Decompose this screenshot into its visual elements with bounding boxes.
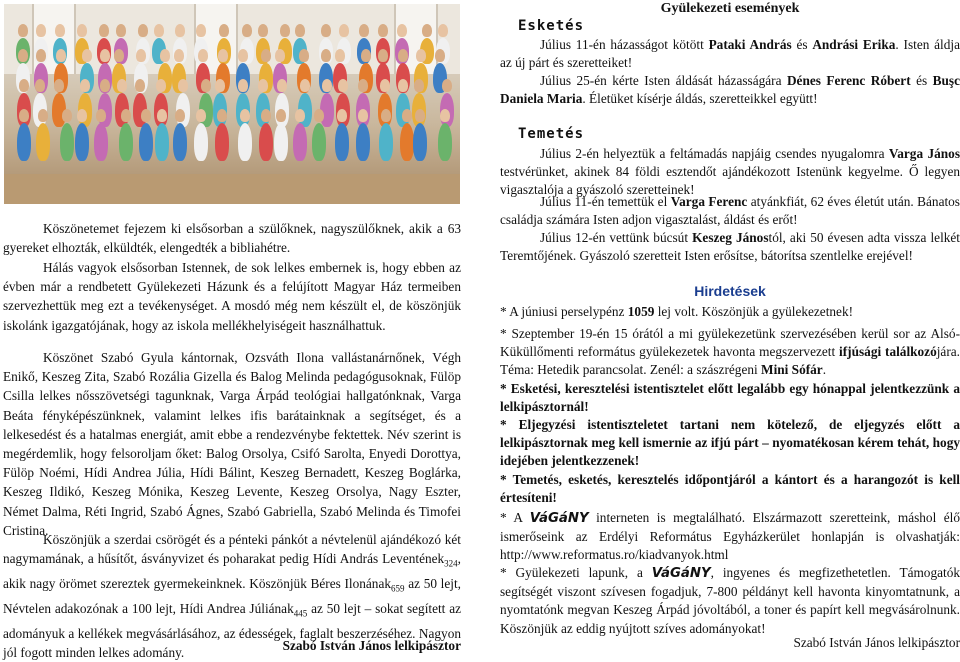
funeral-3: [500, 229, 960, 265]
wedding-2-groom: Dénes Ferenc Róbert: [786, 73, 911, 88]
photo-person-head: [416, 49, 426, 62]
photo-person: [94, 123, 108, 161]
donors-text-3: az 50 lejt, Névtelen adakozónak a 100 lejt, Hídi Andrea Júliának: [3, 576, 461, 616]
wedding-1: [500, 36, 960, 72]
wedding-2-and: és: [910, 73, 933, 88]
photo-person: [75, 123, 89, 161]
photo-person-head: [96, 109, 106, 122]
left-signature: Szabó István János lelkipásztor: [282, 638, 461, 653]
donor-number-3: 445: [293, 608, 308, 619]
funeral-1-name: Varga János: [888, 146, 960, 161]
photo-person: [238, 123, 252, 161]
heading-esketes: Esketés: [518, 18, 585, 34]
funeral-2-name: Varga Ferenc: [670, 194, 748, 209]
photo-person: [274, 123, 288, 161]
photo-person-head: [56, 49, 66, 62]
photo-person-head: [295, 24, 305, 37]
photo-person: [259, 123, 273, 161]
photo-person: [293, 123, 307, 161]
photo-person-head: [438, 24, 448, 37]
photo-person-head: [19, 79, 29, 92]
photo-person-head: [240, 109, 250, 122]
photo-person-head: [338, 79, 348, 92]
wedding-1-bride: Andrási Erika: [812, 37, 896, 52]
photo-person-head: [258, 24, 268, 37]
photo-person-head: [175, 109, 185, 122]
photo-person: [119, 123, 133, 161]
donors-text-4: az 50 lejt – sokat segített az adományuk a kellékek megvásárlásához, az édességek, faglalt beszerzéséhez. Nagyon jól fogott minden lelkes adomány.: [3, 600, 461, 660]
photo-person: [194, 123, 208, 161]
photo-person-head: [174, 49, 184, 62]
photo-person-head: [261, 109, 271, 122]
announcement-1-thanks: lej volt. Köszönjük a gyülekezetnek!: [654, 304, 854, 319]
photo-person: [312, 123, 326, 161]
wedding-2-bride: Buşc Daniela Maria: [500, 73, 960, 107]
wedding-2: [500, 72, 960, 108]
photo-person-head: [276, 109, 286, 122]
photo-person-head: [80, 79, 90, 92]
photo-person-head: [335, 49, 345, 62]
photo-person-head: [314, 109, 324, 122]
photo-person-head: [339, 24, 349, 37]
photo-person-head: [295, 109, 305, 122]
photo-person-head: [415, 109, 425, 122]
funeral-2: [500, 193, 960, 229]
announcement-5: * Temetés, esketés, keresztelés időpontjáról a kántort és a harangozót is kell értesíteni!: [500, 472, 960, 506]
photo-person: [36, 123, 50, 161]
photo-person-head: [398, 49, 408, 62]
donor-number-1: 324: [444, 558, 458, 569]
photo-person-head: [18, 49, 28, 62]
photo-person: [173, 123, 187, 161]
photo-person-head: [116, 24, 126, 37]
announcement-1-text: * A júniusi perselypénz: [500, 304, 628, 319]
photo-person-head: [114, 49, 124, 62]
photo-person-head: [38, 109, 48, 122]
announcement-7-rest: , ingyenes és megfizethetetlen. Támogatók segítségét viszont szívesen fogadjuk, 7-800 példányt kell havonta kinyomtatnunk, a nyomtatónk megvan Keszeg Árpád jóvoltából, a toner és papírt kell megvásárolnunk. Köszönjük az eddig nyújtott szíves adományokat!: [500, 565, 960, 636]
photo-person-head: [322, 79, 332, 92]
photo-person-head: [82, 49, 92, 62]
photo-person-head: [62, 109, 72, 122]
photo-person-head: [36, 49, 46, 62]
right-signature: Szabó István János lelkipásztor: [793, 635, 960, 650]
photo-person-head: [35, 79, 45, 92]
photo-person-head: [275, 49, 285, 62]
photo-person-head: [18, 24, 28, 37]
funeral-2-rest: atyánkfiát, 62 éves életút után. Bánatos családja számára Isten adjon vigasztalást, áldást és erőt!: [500, 194, 960, 228]
photo-person-head: [358, 79, 368, 92]
wedding-1-groom: Pataki András: [708, 37, 792, 52]
photo-person-head: [217, 109, 227, 122]
photo-person-head: [55, 24, 65, 37]
photo-person-head: [135, 79, 145, 92]
photo-person-head: [378, 49, 388, 62]
photo-person-head: [299, 49, 309, 62]
announcement-2-end: .: [822, 362, 827, 378]
donors-text-1: Köszönjük a szerdai csörögét és a pénteki pánkót a névtelenül ajándékozó két nagymamának, a hűsítőt, ásványvizet és poharakat pedig Hídi András Leventének: [3, 532, 461, 567]
announcement-2-text: * Szeptember 19-én 15 órától a mi gyülekezetünk szervezésében kerül sor az Alsó-Küküllőmenti református gyülekezetek havonta megszervezett: [500, 326, 960, 360]
announcement-7-text: * Gyülekezeti lapunk, a: [500, 565, 652, 580]
photo-floor: [4, 174, 460, 204]
photo-person-head: [277, 79, 287, 92]
announcement-1: [500, 303, 960, 321]
photo-person-head: [99, 24, 109, 37]
funeral-1-text: Július 2-én helyeztük a feltámadás napjáig csendes nyugalomra: [540, 146, 889, 161]
photo-person-head: [136, 49, 146, 62]
heading-temetes: Temetés: [518, 126, 585, 142]
announcement-6-text: * A: [500, 510, 530, 525]
photo-person-head: [414, 79, 424, 92]
photo-person-head: [121, 109, 131, 122]
announcement-2-band: Mini Sófár: [761, 362, 823, 378]
photo-person-head: [198, 49, 208, 62]
vagany-logo: VáGáNY: [651, 566, 711, 581]
announcement-4: * Eljegyzési istentiszteletet tartani nem kötelező, de eljegyzés előtt a lelkipásztornak meg kell ismernie az ifjú párt – nyomatékosan kérem tehát, hogy idejében jelentkezzenek!: [500, 417, 960, 469]
photo-person-head: [238, 49, 248, 62]
photo-person-head: [154, 24, 164, 37]
funeral-3-name: Keszeg János: [692, 230, 769, 245]
photo-person-head: [381, 109, 391, 122]
photo-person-head: [380, 79, 390, 92]
vagany-logo: VáGáNY: [529, 511, 589, 526]
photo-person-head: [422, 24, 432, 37]
photo-person-head: [321, 49, 331, 62]
photo-person: [438, 123, 452, 161]
photo-person: [60, 123, 74, 161]
section-header: Gyülekezeti események: [660, 1, 800, 16]
wedding-1-and: és: [791, 37, 813, 52]
photo-person-head: [218, 49, 228, 62]
photo-person: [215, 123, 229, 161]
photo-person-head: [337, 109, 347, 122]
funeral-1: [500, 145, 960, 200]
photo-person-head: [201, 79, 211, 92]
paragraph-thanks-parents: Köszönetemet fejezem ki elsősorban a szülőknek, nagyszülőknek, akik a 63 gyereket elhozták, elküldték, elengedték a bibliahétre.: [3, 221, 461, 256]
photo-person-head: [138, 24, 148, 37]
photo-person-head: [157, 109, 167, 122]
photo-person-head: [242, 24, 252, 37]
photo-person-head: [219, 24, 229, 37]
photo-person-head: [77, 24, 87, 37]
photo-person-head: [398, 79, 408, 92]
wedding-1-blessing: . Isten áldja az új párt és szeretteiket!: [500, 37, 960, 71]
wedding-2-blessing: . Életüket kísérje áldás, szeretteikkel együtt!: [582, 91, 818, 107]
photo-person-head: [440, 109, 450, 122]
announcement-3: * Esketési, keresztelési istentisztelet előtt legalább egy hónappal jelentkezzünk a lelkipásztornál!: [500, 381, 960, 415]
photo-person-head: [361, 49, 371, 62]
photo-person-head: [258, 79, 268, 92]
photo-person-head: [36, 24, 46, 37]
photo-person-head: [117, 79, 127, 92]
photo-person-head: [435, 49, 445, 62]
photo-person-head: [196, 109, 206, 122]
announcement-6: [500, 509, 960, 565]
announcement-6-rest: interneten is megtalálható. Elszármazott szeretteink, máshol élő ismerőseink az Erdélyi Református Egyházkerület honlapján is olvashatják: http://www.reformatus.ro/kiadvanyok.html: [500, 510, 960, 563]
photo-person: [356, 123, 370, 161]
photo-person: [379, 123, 393, 161]
funeral-1-rest: testvérünket, akinek 84 földi esztendőt ajándékozott Istenünk kegyelme. Ő legyen vigasztalója a gyászoló szeretteinek!: [500, 164, 960, 198]
announcement-1-amount: 1059: [627, 304, 655, 319]
photo-person-head: [215, 79, 225, 92]
photo-person-head: [160, 49, 170, 62]
announcement-2: [500, 325, 960, 380]
funeral-3-text: Július 12-én vettünk búcsút: [540, 230, 693, 245]
photo-person-head: [238, 79, 248, 92]
photo-person: [400, 123, 414, 161]
photo-person: [17, 123, 31, 161]
announcement-2-topic: jára. Téma: Hetedik parancsolat. Zenél: a szászrégeni: [500, 344, 960, 378]
wedding-2-text: Július 25-én kérte Isten áldását házasságára: [540, 73, 787, 88]
photo-person-head: [141, 109, 151, 122]
photo-person: [335, 123, 349, 161]
photo-person: [413, 123, 427, 161]
photo-person-head: [19, 109, 29, 122]
photo-person: [139, 123, 153, 161]
photo-person-head: [196, 24, 206, 37]
photo-person-head: [156, 79, 166, 92]
funeral-3-rest: tól, aki 50 évesen adta vissza lelkét Teremtőjének. Gyászoló szeretteit Isten erősítse, bátorítsa szentlelke erejével!: [500, 230, 960, 264]
photo-person-head: [280, 24, 290, 37]
photo-person-head: [300, 79, 310, 92]
photo-person-head: [100, 79, 110, 92]
announcement-2-youth: ifjúsági találkozó: [839, 344, 937, 360]
donors-text-2: , akik nagy örömet szereztek gyermekeinknek. Köszönjük Béres Ilonának: [3, 551, 461, 592]
group-photo: [4, 4, 460, 204]
photo-person-head: [402, 109, 412, 122]
photo-person-head: [397, 24, 407, 37]
photo-person-head: [178, 79, 188, 92]
photo-person-head: [54, 79, 64, 92]
announcement-7: [500, 564, 960, 638]
funeral-2-text: Július 11-én temettük el: [540, 194, 671, 209]
photo-person-head: [321, 24, 331, 37]
photo-person-head: [358, 109, 368, 122]
photo-person-head: [77, 109, 87, 122]
photo-person-head: [442, 79, 452, 92]
donor-number-2: 659: [391, 583, 405, 594]
photo-person-head: [100, 49, 110, 62]
paragraph-helpers: Köszönet Szabó Gyula kántornak, Ozsváth Ilona vallástanárnőnek, Végh Enikő, Keszeg Zita, Szabó Rozália Gizella és Balog Melinda pedagógusoknak, Fülöp Csilla lelkes nősszövetségi tagunknak, Varga Árpád teológiai hallgatónknak, Varga Beáta fényképészünknek, valamint lelkes ifis barátainknak a segítséget, és a lelkesedést és a hatalmas energiát, amit ebbe a rendezvénybe fektettek. Név szerint is megérdemlik, hogy felsoroljam őket: Balog Orsolya, Csifó Sarolta, Enyedi Dorottya, Fülöp Noémi, Hídi Andrea Júlia, Hídi Bálint, Keszeg Bernadett, Keszeg Boglárka, Keszeg Ildikó, Keszeg Mónika, Keszeg Levente, Keszeg Orsolya, Nagy Eszter, Német Dalma, Réti Ingrid, Szabó Ágnes, Szabó Gabriella, Szabó Melinda és Timofei Cristina.: [3, 350, 461, 538]
photo-person: [155, 123, 169, 161]
paragraph-grateful: Hálás vagyok elsősorban Istennek, de sok lelkes embernek is, hogy ebben az évben már a rendbetett Gyülekezeti Házunk és a felújított Magyar Ház termeiben szervezhettük meg ezt a tevékenységet. A mosdó még nem készült el, de köszönjük iskolánk igazgatójának, hogy az iskola mellékhelyiségeit használhattuk.: [3, 260, 461, 333]
photo-person-head: [175, 24, 185, 37]
wedding-1-text: Július 11-én házasságot kötött: [540, 37, 709, 52]
photo-person-head: [359, 24, 369, 37]
photo-person-head: [261, 49, 271, 62]
photo-person-head: [378, 24, 388, 37]
heading-hirdetesek: Hirdetések: [694, 283, 766, 299]
